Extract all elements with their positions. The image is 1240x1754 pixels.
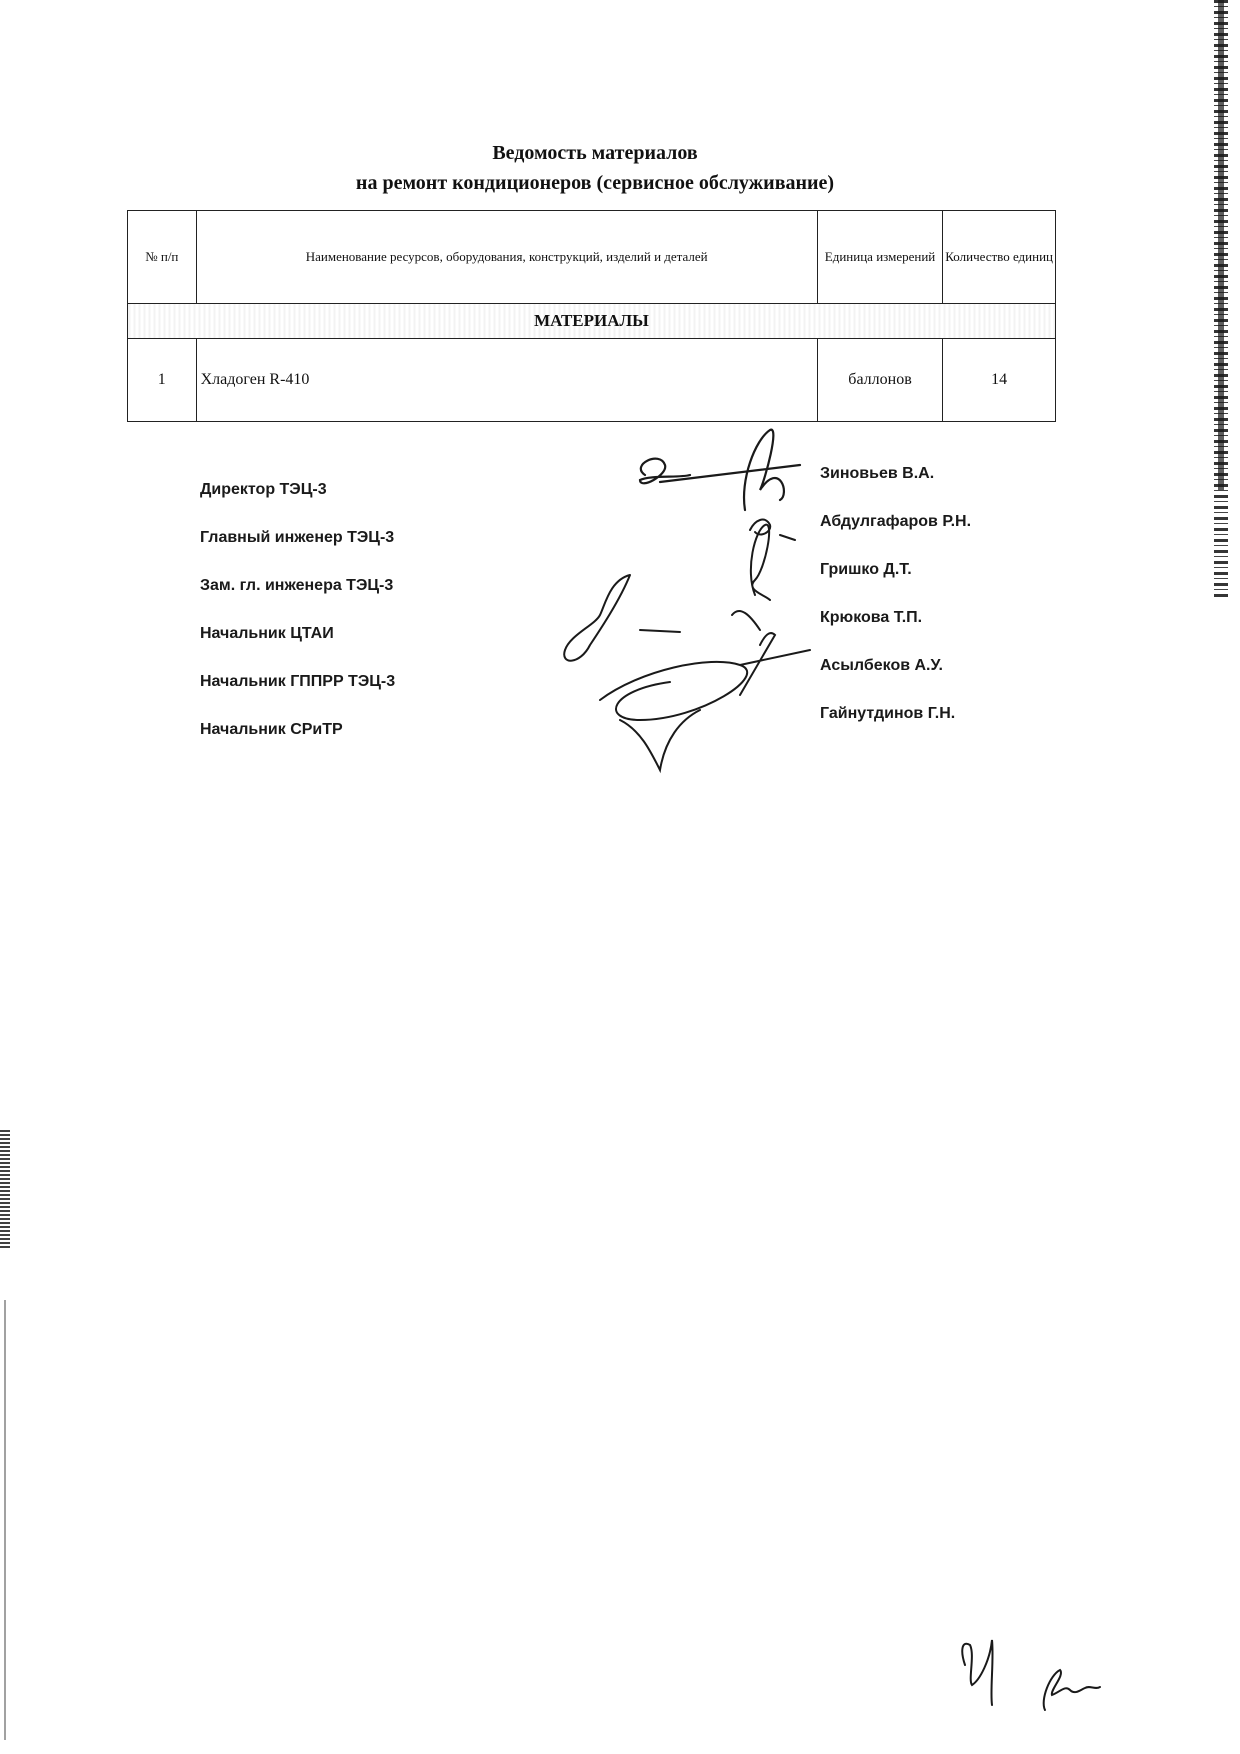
header-unit: Единица измерений: [817, 211, 943, 304]
header-qty: Количество единиц: [943, 211, 1056, 304]
section-row: [128, 304, 1056, 339]
signature-gpprr: [600, 633, 810, 770]
scan-edge-artifact-left: [0, 1130, 10, 1250]
name-asylbekov: Асылбеков А.У.: [820, 657, 943, 674]
signature-director: [640, 430, 800, 510]
cell-qty: 14: [943, 339, 1056, 422]
cell-num: 1: [128, 339, 197, 422]
position-head-ctai: Начальник ЦТАИ: [200, 625, 334, 642]
position-director: Директор ТЭЦ-3: [200, 481, 327, 498]
signature-ctai: [564, 575, 680, 661]
signature-deputy: [732, 525, 770, 630]
name-abdulgafarov: Абдулгафаров Р.Н.: [820, 513, 972, 530]
name-gainutdinov: Гайнутдинов Г.Н.: [820, 705, 956, 722]
title-line-1: Ведомость материалов: [492, 142, 698, 164]
approver-names: [820, 462, 971, 750]
initials-mark-1: [962, 1640, 992, 1705]
name-grishko: Гришко Д.Т.: [820, 561, 912, 578]
table-row: [128, 339, 1056, 422]
header-name: Наименование ресурсов, оборудования, конструкций, изделий и деталей: [196, 211, 817, 304]
name-kryukova: Крюкова Т.П.: [820, 609, 923, 626]
table-header-row: [128, 211, 1056, 304]
cell-unit: баллонов: [817, 339, 943, 422]
position-chief-engineer: Главный инженер ТЭЦ-3: [200, 529, 395, 546]
materials-table: [127, 210, 1056, 422]
header-num: № п/п: [128, 211, 197, 304]
scan-edge-line-left: [4, 1300, 6, 1740]
section-title: МАТЕРИАЛЫ: [128, 304, 1056, 339]
document-title: [0, 138, 1190, 198]
initials-mark-2: [1044, 1670, 1100, 1710]
title-line-2: на ремонт кондиционеров (сервисное обслуживание): [355, 172, 835, 194]
name-zinovyev: Зиновьев В.А.: [820, 465, 935, 482]
position-head-sritr: Начальник СРиТР: [200, 721, 343, 738]
position-deputy-chief-engineer: Зам. гл. инженера ТЭЦ-3: [200, 577, 394, 594]
cell-name: Хладоген R-410: [196, 339, 817, 422]
page-initials: [950, 1620, 1120, 1730]
scan-edge-bar-right: [1218, 0, 1224, 490]
approver-positions: [200, 478, 395, 766]
handwritten-signatures: [540, 420, 840, 780]
position-head-gpprr: Начальник ГППРР ТЭЦ-3: [200, 673, 396, 690]
